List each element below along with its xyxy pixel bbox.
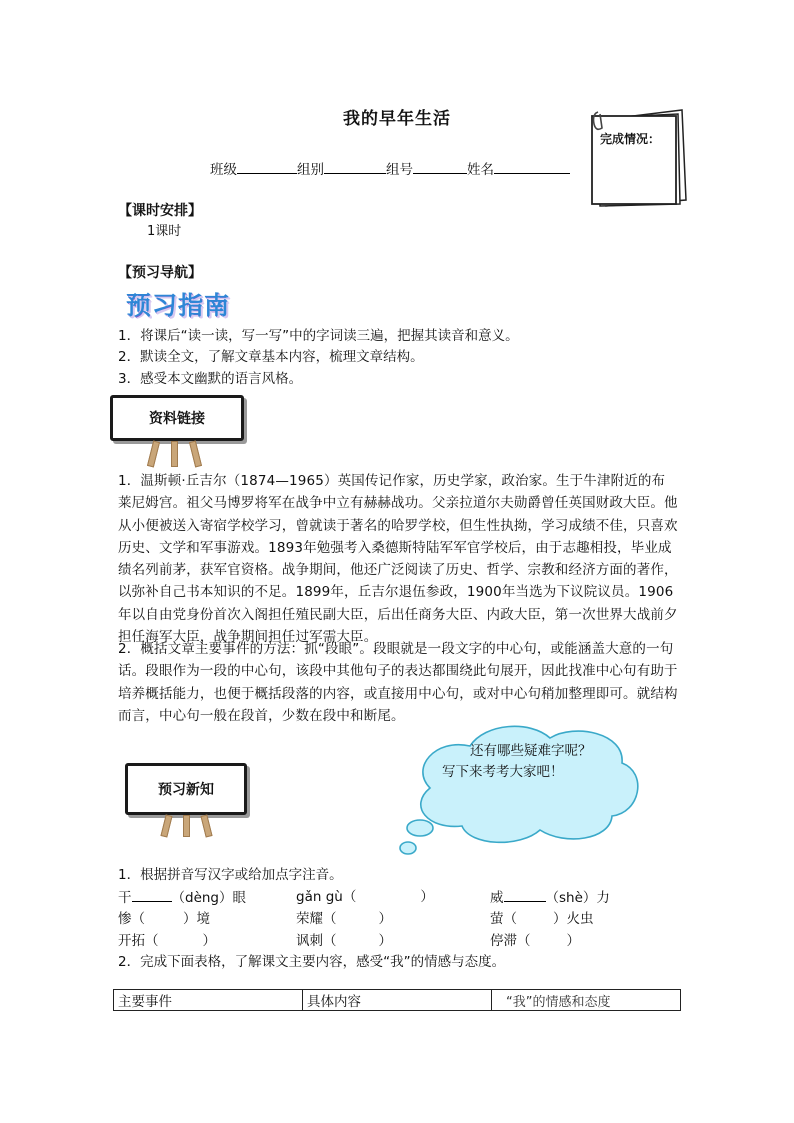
summary-table bbox=[113, 989, 681, 1011]
answer-blank[interactable] bbox=[132, 886, 172, 902]
q1-item-4: 惨（ ）境 bbox=[118, 911, 210, 927]
materials-paragraph-1: 1．温斯顿·丘吉尔（1874—1965）英国传记作家，历史学家，政治家。生于牛津附近的布莱尼姆宫。祖父马博罗将军在战争中立有赫赫战功。父亲拉道尔夫勋爵曾任英国财政大臣。他从小便被送入寄宿学校学习，曾就读于著名的哈罗学校，但生性执拗，学习成绩不佳，只喜欢历史、文学和军事游戏。1893年勉强考入桑德斯特陆军军官学校后，由于志趣相投，毕业成绩名列前茅，获军官资格。战争期间，他还广泛阅读了历史、哲学、宗教和经济方面的著作，以弥补自己书本知识的不足。1899年，丘吉尔退伍参政，1900年当选为下议院议员。1906年以自由党身份首次入阁担任殖民副大臣，后出任商务大臣、内政大臣，第一次世界大战前夕担任海军大臣，战争期间担任过军需大臣。 bbox=[118, 473, 678, 646]
preview-item-2: 2．默读全文，了解文章基本内容，梳理文章结构。 bbox=[118, 349, 424, 365]
student-info-line bbox=[210, 158, 570, 181]
easel-leg bbox=[189, 441, 202, 468]
completion-note-label: 完成情况： bbox=[600, 132, 661, 146]
table-header-row bbox=[114, 990, 681, 1011]
class-blank[interactable] bbox=[237, 158, 297, 174]
easel-leg bbox=[147, 441, 160, 468]
table-header-cell: 主要事件 bbox=[114, 990, 303, 1011]
table-header-cell: 具体内容 bbox=[303, 990, 492, 1011]
class-label: 班级 bbox=[210, 162, 237, 178]
easel-leg bbox=[183, 815, 190, 837]
materials-board bbox=[110, 395, 244, 441]
question-2: 2．完成下面表格，了解课文主要内容，感受“我”的情感与态度。 bbox=[118, 954, 506, 970]
q1-item-2: gǎn gù（ ） bbox=[296, 889, 434, 905]
materials-board-label: 资料链接 bbox=[149, 411, 205, 427]
page-title: 我的早年生活 bbox=[343, 109, 451, 129]
q1-item-5: 荣耀（ ） bbox=[296, 911, 392, 927]
question-1: 1．根据拼音写汉字或给加点字注音。 bbox=[118, 867, 343, 883]
schedule-heading: 【课时安排】 bbox=[118, 203, 202, 219]
thought-cloud bbox=[390, 718, 650, 868]
paper-stack-graphic bbox=[588, 108, 688, 208]
new-knowledge-board-label: 预习新知 bbox=[158, 782, 214, 798]
easel-leg bbox=[200, 814, 212, 837]
q1-item-8: 讽刺（ ） bbox=[296, 933, 392, 949]
group-label: 组别 bbox=[297, 162, 324, 178]
new-knowledge-board bbox=[125, 763, 247, 815]
guide-banner: 预习指南 bbox=[126, 291, 231, 320]
number-label: 组号 bbox=[386, 162, 413, 178]
completion-note-stack bbox=[588, 108, 688, 208]
number-blank[interactable] bbox=[413, 158, 467, 174]
q1-item-6: 萤（ ）火虫 bbox=[490, 911, 594, 927]
group-blank[interactable] bbox=[324, 158, 386, 174]
name-blank[interactable] bbox=[494, 158, 570, 174]
answer-blank[interactable] bbox=[504, 886, 546, 902]
table-header-cell: “我”的情感和态度 bbox=[492, 990, 681, 1011]
schedule-content: 1课时 bbox=[147, 224, 182, 239]
q1-item-9: 停滞（ ） bbox=[490, 933, 580, 949]
cloud-line-1: 还有哪些疑难字呢？ bbox=[470, 743, 592, 759]
preview-item-3: 3．感受本文幽默的语言风格。 bbox=[118, 371, 303, 387]
easel-leg bbox=[160, 814, 172, 837]
q1-item-7: 开拓（ ） bbox=[118, 933, 216, 949]
cloud-line-2: 写下来考考大家吧！ bbox=[442, 764, 564, 780]
preview-nav-heading: 【预习导航】 bbox=[118, 265, 202, 281]
q1-item-3: 威 （shè）力 bbox=[490, 886, 610, 909]
name-label: 姓名 bbox=[467, 162, 494, 178]
preview-item-1: 1．将课后“读一读，写一写”中的字词读三遍，把握其读音和意义。 bbox=[118, 328, 519, 344]
easel-leg bbox=[171, 441, 178, 467]
q1-item-1: 干 （dèng）眼 bbox=[118, 886, 246, 909]
materials-paragraph-2: 2．概括文章主要事件的方法：抓“段眼”。段眼就是一段文字的中心句，或能涵盖大意的一句话。段眼作为一段的中心句，该段中其他句子的表达都围绕此句展开，因此找准中心句有助于培养概括能力，也便于概括段落的内容，或直接用中心句，或对中心句稍加整理即可。就结构而言，中心句一般在段首，少数在段中和断尾。 bbox=[118, 641, 678, 724]
